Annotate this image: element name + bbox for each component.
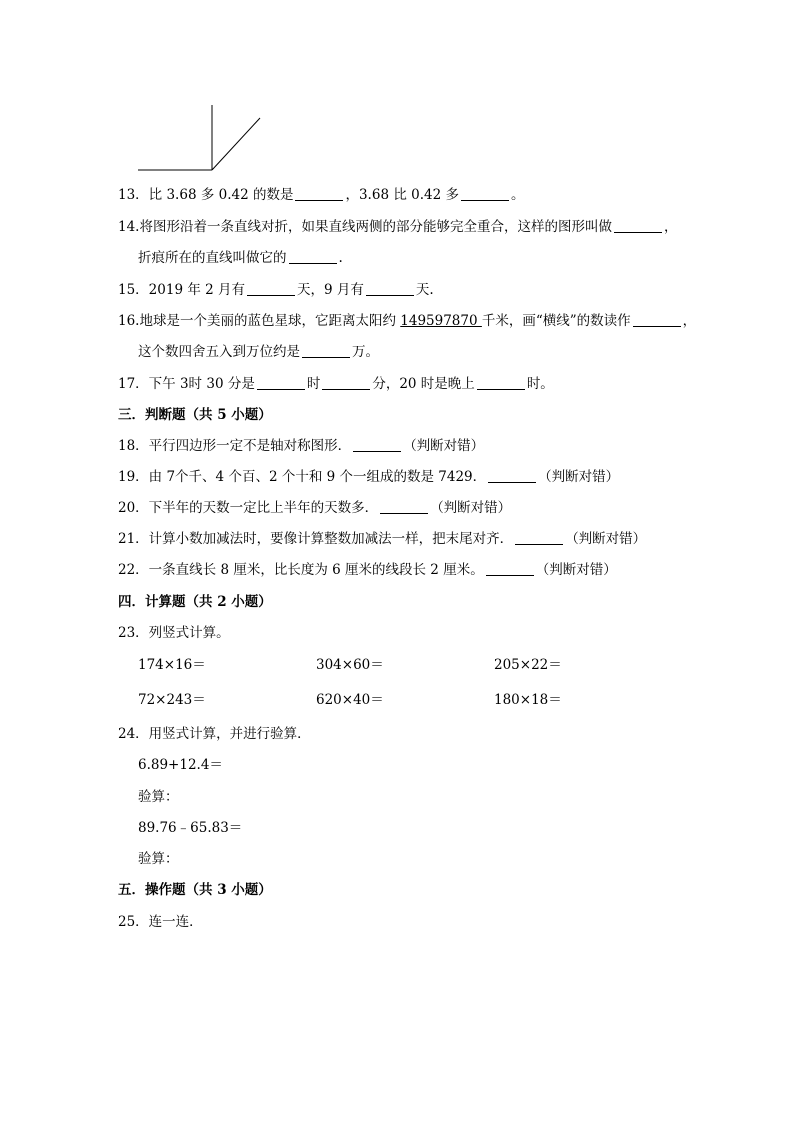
section-heading-4: 四．计算题（共 2 小题）	[118, 594, 272, 610]
calc-item: 620×40＝	[316, 692, 384, 708]
answer-blank[interactable]	[633, 312, 681, 327]
answer-blank[interactable]	[380, 499, 428, 514]
answer-blank[interactable]	[515, 530, 563, 545]
check-label-2: 验算：	[138, 851, 179, 867]
question-18: 18．平行四边形一定不是轴对称图形． （判断对错）	[118, 438, 485, 454]
answer-blank[interactable]	[295, 186, 343, 201]
answer-blank[interactable]	[461, 186, 509, 201]
answer-blank[interactable]	[366, 281, 414, 296]
question-22: 22．一条直线长 8 厘米，比长度为 6 厘米的线段长 2 厘米。 （判断对错）	[118, 562, 617, 578]
angle-oblique-ray	[212, 118, 260, 170]
question-25-title: 25．连一连．	[118, 914, 203, 930]
calc-expression-1: 6.89+12.4＝	[138, 757, 223, 773]
calc-item: 72×243＝	[138, 692, 206, 708]
answer-blank[interactable]	[289, 249, 337, 264]
question-14-line-2: 折痕所在的直线叫做它的 .	[138, 250, 343, 266]
answer-blank[interactable]	[614, 218, 662, 233]
question-19: 19．由 7个千、4 个百、2 个十和 9 个一组成的数是 7429． （判断对错）	[118, 469, 620, 485]
section-heading-3: 三．判断题（共 5 小题）	[118, 407, 272, 423]
answer-blank[interactable]	[322, 375, 370, 390]
answer-blank[interactable]	[477, 375, 525, 390]
underlined-number: 149597870	[400, 313, 482, 329]
answer-blank[interactable]	[247, 281, 295, 296]
question-21: 21．计算小数加减法时，要像计算整数加减法一样，把末尾对齐． （判断对错）	[118, 531, 647, 547]
question-24-title: 24．用竖式计算，并进行验算．	[118, 726, 311, 742]
calc-item: 174×16＝	[138, 657, 206, 673]
question-14: 14.将图形沿着一条直线对折，如果直线两侧的部分能够完全重合，这样的图形叫做 ，	[118, 219, 678, 235]
question-20: 20．下半年的天数一定比上半年的天数多． （判断对错）	[118, 500, 512, 516]
answer-blank[interactable]	[486, 561, 534, 576]
answer-blank[interactable]	[488, 468, 536, 483]
section-heading-5: 五．操作题（共 3 小题）	[118, 882, 272, 898]
answer-blank[interactable]	[353, 437, 401, 452]
question-23-title: 23．列竖式计算。	[118, 625, 230, 641]
question-16-line-2: 这个数四舍五入到万位约是 万。	[138, 344, 379, 360]
calc-item: 205×22＝	[494, 657, 562, 673]
calc-item: 180×18＝	[494, 692, 562, 708]
question-13: 13．比 3.68 多 0.42 的数是 ，3.68 比 0.42 多 。	[118, 187, 525, 203]
question-17: 17．下午 3时 30 分是 时 分，20 时是晚上 时。	[118, 376, 554, 392]
answer-blank[interactable]	[257, 375, 305, 390]
calc-expression-2: 89.76﹣65.83＝	[138, 820, 243, 836]
question-15: 15．2019 年 2 月有 天，9 月有 天.	[118, 282, 434, 298]
answer-blank[interactable]	[302, 343, 350, 358]
calc-item: 304×60＝	[316, 657, 384, 673]
question-16: 16.地球是一个美丽的蓝色星球，它距离太阳约 149597870 千米，画“横线”的数读作 ，	[118, 313, 697, 329]
check-label-1: 验算：	[138, 789, 179, 805]
angle-figure	[138, 103, 268, 173]
